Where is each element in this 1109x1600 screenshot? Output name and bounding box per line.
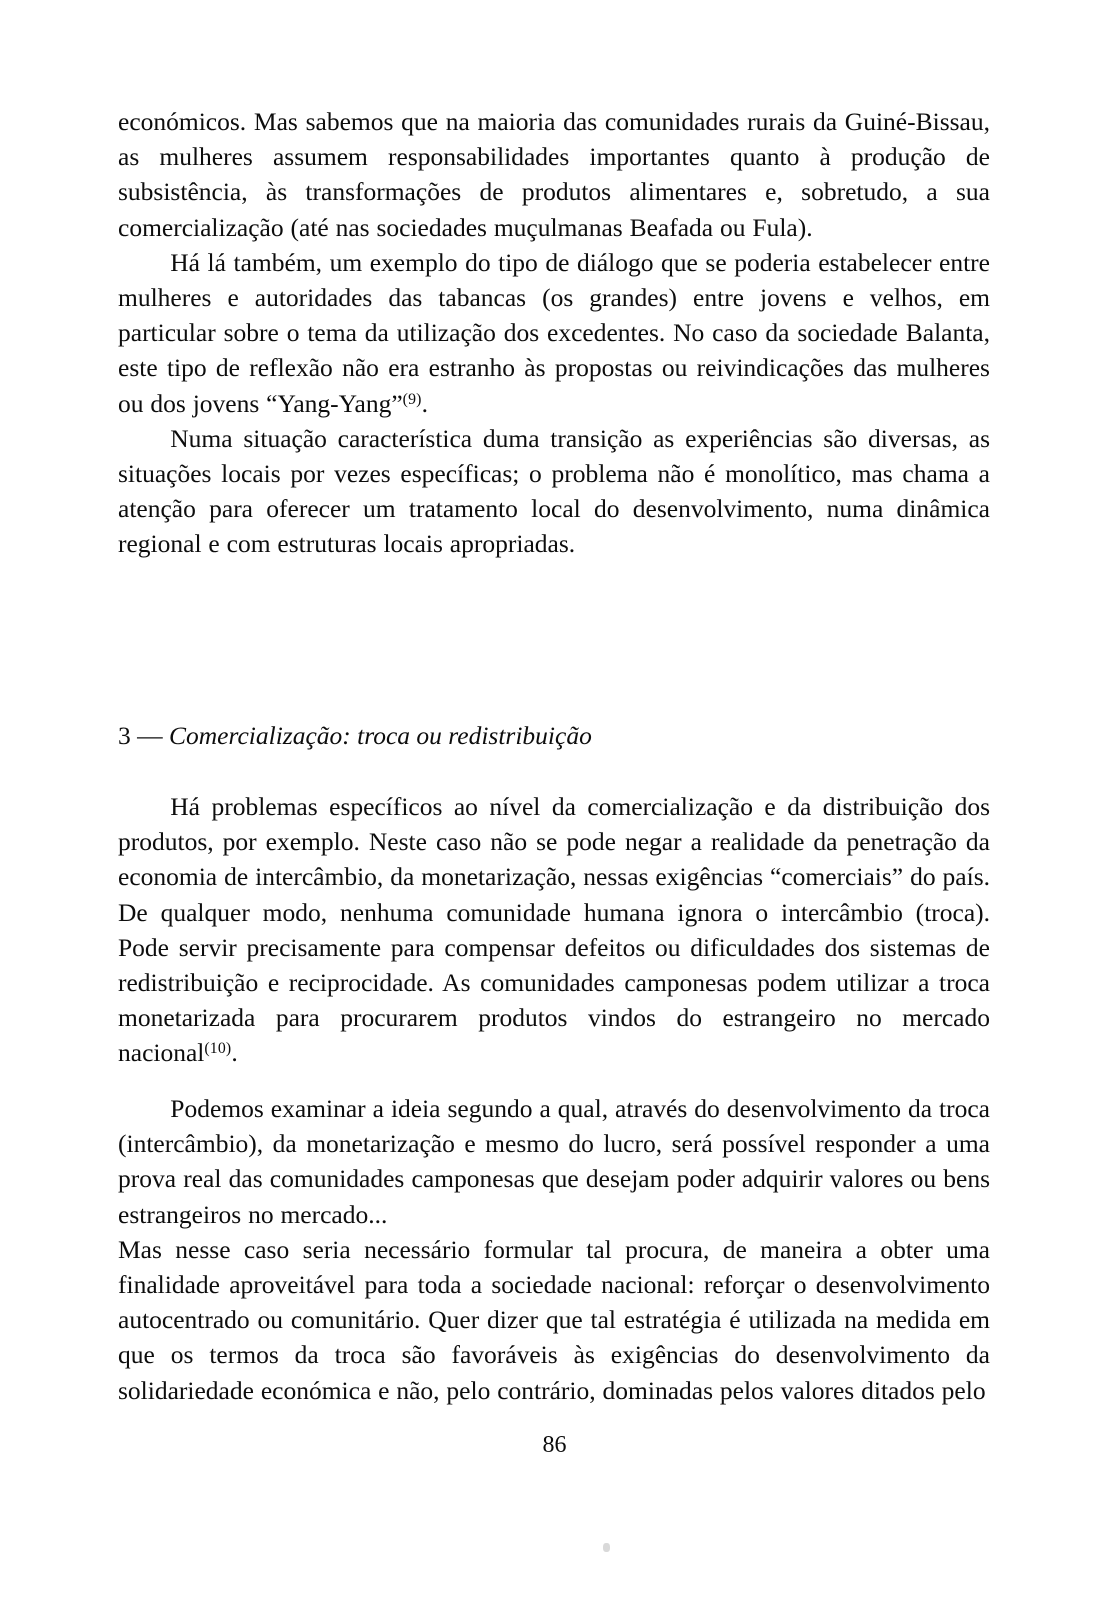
section-heading-title: Comercialização: troca ou redistribuição [169, 721, 592, 750]
text-column-upper [118, 104, 990, 562]
paragraph-mas-nesse-caso: Mas nesse caso seria necessário formular tal procura, de maneira a obter uma finalidade aproveitável para toda a sociedade nacional: reforçar o desenvolvimento autocentrado ou comunitário. Quer dizer que tal estratégia é utilizada na medida em que os termos da troca são favoráveis às exigências do desenvolvimento da solidariedade económica e não, pelo contrário, dominadas pelos valores ditados pelo [118, 1234, 990, 1405]
page-number: 86 [542, 1432, 567, 1458]
paragraph-numa-situacao: Numa situação característica duma transição as experiências são diversas, as situações locais por vezes específicas; o problema não é monolítico, mas chama a atenção para oferecer um tratamento local do desenvolvimento, numa dinâmica regional e com estruturas locais apropriadas. [118, 423, 990, 559]
paragraph-ha-la-tambem-terminator: . [421, 388, 428, 418]
footnote-marker-10: (10) [204, 1040, 232, 1058]
paragraph-podemos-examinar: Podemos examinar a ideia segundo a qual, através do desenvolvimento da troca (intercâmbio), da monetarização e mesmo do lucro, será possível responder a uma prova real das comunidades camponesas que desejam poder adquirir valores ou bens estrangeiros no mercado... [118, 1094, 990, 1229]
text-column-lower [118, 1091, 990, 1408]
paragraph-ha-la-tambem [118, 245, 990, 421]
paragraph-ha-problemas-text: Há problemas específicos ao nível da comercialização e da distribuição dos produtos, por exemplo. Neste caso não se pode negar a realidade da penetração da economia de intercâmbio, da monetarização, nessas exigências “comerciais” do país. De qualquer modo, nenhuma comunidade humana ignora o intercâmbio (troca). Pode servir precisamente para compensar defeitos ou dificuldades dos sistemas de redistribuição e reciprocidade. As comunidades camponesas podem utilizar a troca monetarizada para procurarem produtos vindos do estrangeiro no mercado nacional [118, 792, 990, 1068]
scan-artifact-speck [603, 1543, 610, 1552]
paragraph-economicos: económicos. Mas sabemos que na maioria das comunidades rurais da Guiné-Bissau, as mulheres assumem responsabilidades importantes quanto à produção de subsistência, às transformações de produtos alimentares e, sobretudo, a sua comercialização (até nas sociedades muçulmanas Beafada ou Fula). [118, 107, 990, 242]
text-column-middle [118, 789, 990, 1071]
section-heading [118, 718, 592, 753]
footnote-marker-9: (9) [402, 390, 422, 408]
paragraph-ha-problemas [118, 789, 990, 1071]
paragraph-ha-problemas-terminator: . [231, 1038, 238, 1068]
section-heading-number: 3 — [118, 721, 169, 750]
paragraph-ha-la-tambem-text: Há lá também, um exemplo do tipo de diálogo que se poderia estabelecer entre mulheres e autoridades das tabancas (os grandes) entre jovens e velhos, em particular sobre o tema da utilização dos excedentes. No caso da sociedade Balanta, este tipo de reflexão não era estranho às propostas ou reivindicações das mulheres ou dos jovens “Yang-Yang” [118, 247, 990, 418]
